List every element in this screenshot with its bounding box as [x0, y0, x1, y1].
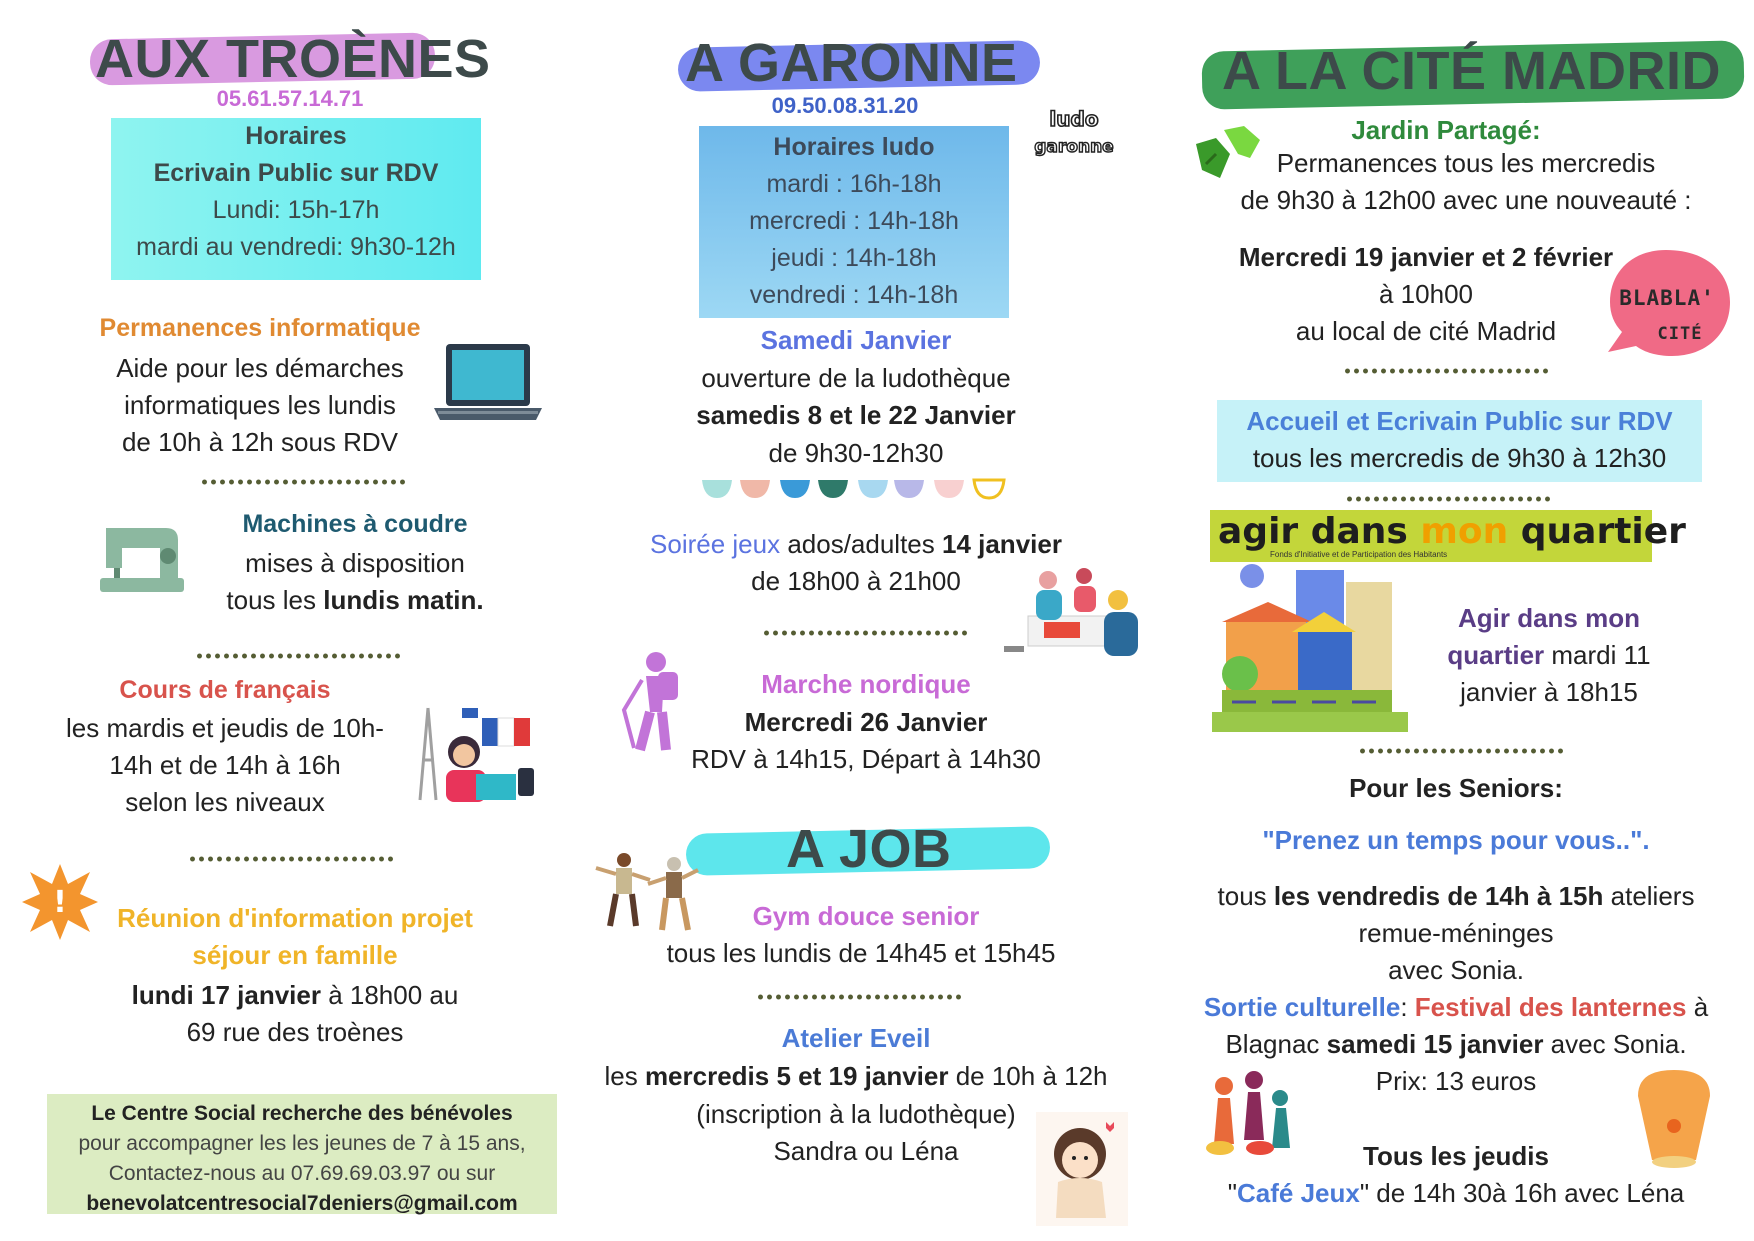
- volunteer-email[interactable]: benevolatcentresocial7deniers@gmail.com: [86, 1192, 518, 1215]
- walk-line2: RDV à 14h15, Départ à 14h30: [691, 744, 1041, 774]
- games-audience: ados/adultes: [780, 529, 942, 559]
- meeting-date: lundi 17 janvier: [131, 980, 321, 1010]
- agir-title-cont: quartier: [1447, 640, 1545, 670]
- outing-a: à: [1686, 992, 1709, 1022]
- eveil-line1: [586, 1058, 1126, 1095]
- garden-line4: à 10h00: [1379, 279, 1473, 309]
- info-line: Aide pour les démarches: [116, 353, 404, 383]
- reception-title: Accueil et Ecrivain Public sur RDV: [1246, 406, 1673, 436]
- volunteer-box: [47, 1094, 557, 1214]
- thursday-cafe-jeux: Café Jeux: [1237, 1178, 1360, 1208]
- title-troenes: AUX TROÈNES: [95, 29, 491, 89]
- gym-title: Gym douce senior: [752, 901, 980, 931]
- meeting-line1: [95, 977, 495, 1014]
- hours-line: mardi au vendredi: 9h30-12h: [136, 233, 456, 261]
- agir-banner: [1210, 510, 1686, 562]
- garden-line5: au local de cité Madrid: [1295, 316, 1557, 346]
- agir-time: janvier à 18h15: [1460, 677, 1638, 707]
- title-madrid: A LA CITÉ MADRID: [1222, 41, 1721, 101]
- dotted-divider: [756, 994, 961, 1000]
- games-date: 14 janvier: [941, 529, 1062, 559]
- hours-line: Ecrivain Public sur RDV: [153, 159, 439, 187]
- board-game-players-icon: [998, 566, 1154, 674]
- saturday-title: Samedi Janvier: [760, 325, 952, 355]
- saturday-line2: samedis 8 et le 22 Janvier: [696, 400, 1016, 430]
- games-line1: [616, 526, 1096, 563]
- seniors-suffix: ateliers: [1603, 881, 1695, 911]
- outing-line2: [1176, 1026, 1736, 1063]
- eveil-title: Atelier Eveil: [781, 1023, 931, 1053]
- sewing-line2-prefix: tous les: [226, 585, 324, 615]
- seniors-prefix: tous: [1217, 881, 1274, 911]
- outing-label: Sortie culturelle: [1203, 992, 1401, 1022]
- sewing-line1: mises à disposition: [245, 548, 465, 578]
- thursday-title: Tous les jeudis: [1363, 1141, 1549, 1171]
- seniors-title: Pour les Seniors:: [1349, 773, 1563, 803]
- agir-banner-part3: quartier: [1508, 511, 1686, 552]
- dotted-divider: [1343, 368, 1548, 374]
- reception-line1: tous les mercredis de 9h30 à 12h30: [1252, 443, 1667, 473]
- dotted-divider: [188, 856, 393, 862]
- agir-date: mardi 11: [1544, 640, 1651, 670]
- dotted-divider: [1358, 748, 1563, 754]
- seniors-line1: [1186, 878, 1726, 915]
- ludo-hours-line: mercredi : 14h-18h: [749, 207, 959, 235]
- meeting-title-line2: séjour en famille: [192, 940, 398, 970]
- french-line: 14h et de 14h à 16h: [109, 750, 341, 780]
- eveil-line3: Sandra ou Léna: [773, 1136, 959, 1166]
- logo-text-ludo: ludo: [1049, 107, 1099, 131]
- agir-title: Agir dans mon: [1457, 603, 1640, 633]
- outing-line1: [1176, 989, 1736, 1026]
- blabla-line2: CITÉ: [1657, 324, 1703, 344]
- hours-heading: Horaires: [245, 122, 347, 150]
- agir-banner-part2: mon: [1420, 511, 1509, 552]
- dotted-divider: [1345, 496, 1550, 502]
- agir-banner-subtitle: Fonds d'Initiative et de Participation des Habitants: [1270, 550, 1448, 559]
- games-line2: de 18h00 à 21h00: [751, 566, 961, 596]
- meeting-time: à 18h00 au: [320, 980, 459, 1010]
- reception-box: [1217, 400, 1702, 482]
- agir-banner-text: [1210, 510, 1686, 554]
- meeting-line2: 69 rue des troènes: [186, 1017, 404, 1047]
- laptop-icon: [432, 340, 544, 425]
- walk-title: Marche nordique: [761, 669, 971, 699]
- sewing-machine-icon: [96, 518, 188, 598]
- walk-line1: Mercredi 26 Janvier: [744, 707, 988, 737]
- seniors-line2: remue-méninges: [1358, 918, 1554, 948]
- hours-line: Lundi: 15h-17h: [212, 196, 380, 224]
- exclamation-burst-icon: [20, 862, 100, 942]
- french-text: [50, 710, 400, 821]
- volunteer-line: Contactez-nous au 07.69.69.03.97 ou sur: [108, 1162, 496, 1185]
- eveil-dates: mercredis 5 et 19 janvier: [644, 1061, 949, 1091]
- hours-box-ludo: [699, 126, 1009, 318]
- outing-colon: :: [1400, 992, 1415, 1022]
- info-line: informatiques les lundis: [124, 390, 396, 420]
- child-illustration-icon: [1036, 1112, 1128, 1226]
- volunteer-title: Le Centre Social recherche des bénévoles: [91, 1102, 513, 1125]
- hours-box-troenes: [111, 118, 481, 280]
- garden-line2: de 9h30 à 12h00 avec une nouveauté :: [1240, 185, 1692, 215]
- gym-line1: tous les lundis de 14h45 et 15h45: [666, 938, 1056, 968]
- outing-price: Prix: 13 euros: [1375, 1066, 1537, 1096]
- title-job: A JOB: [786, 819, 952, 879]
- sewing-line2: [200, 582, 510, 619]
- dotted-divider: [200, 479, 405, 485]
- eveil-line2: (inscription à la ludothèque): [696, 1099, 1016, 1129]
- meeting-title: [95, 900, 495, 974]
- ludo-hours-line: mardi : 16h-18h: [766, 170, 942, 198]
- dotted-divider: [762, 630, 967, 636]
- bowls-row-icon: [700, 476, 1010, 502]
- french-class-icon: [410, 700, 540, 812]
- garden-line1: Permanences tous les mercredis: [1276, 148, 1656, 178]
- volunteer-line: pour accompagner les les jeunes de 7 à 15 ans,: [78, 1132, 526, 1155]
- french-title: Cours de français: [119, 676, 331, 704]
- neighbourhood-buildings-icon: [1212, 562, 1408, 732]
- outing-date: samedi 15 janvier: [1326, 1029, 1544, 1059]
- phone-garonne: 09.50.08.31.20: [771, 93, 919, 118]
- ludo-hours-line: vendredi : 14h-18h: [749, 281, 959, 309]
- eveil-prefix: les: [604, 1061, 645, 1091]
- logo-text-garonne: garonne: [1034, 137, 1114, 157]
- sewing-title: Machines à coudre: [242, 510, 468, 538]
- eveil-time: de 10h à 12h: [948, 1061, 1108, 1091]
- french-line: selon les niveaux: [125, 787, 325, 817]
- seniors-quote: "Prenez un temps pour vous..".: [1262, 825, 1650, 855]
- thursday-quote-open: ": [1227, 1178, 1237, 1208]
- phone-troenes: 05.61.57.14.71: [216, 86, 364, 111]
- outing-with: avec Sonia.: [1543, 1029, 1687, 1059]
- garden-title: Jardin Partagé:: [1351, 115, 1541, 145]
- saturday-line1: ouverture de la ludothèque: [701, 363, 1011, 393]
- sewing-line2-bold: lundis matin.: [323, 585, 484, 615]
- blabla-line1: BLABLA': [1619, 286, 1715, 310]
- garden-line3: Mercredi 19 janvier et 2 février: [1238, 242, 1614, 272]
- agir-text: [1414, 600, 1684, 711]
- meeting-title-line1: Réunion d'information projet: [117, 903, 473, 933]
- info-line: de 10h à 12h sous RDV: [121, 427, 399, 457]
- ludo-hours-heading: Horaires ludo: [773, 133, 935, 161]
- thursday-details: " de 14h 30à 16h avec Léna: [1359, 1178, 1685, 1208]
- seniors-line3: avec Sonia.: [1388, 955, 1524, 985]
- title-garonne: A GARONNE: [685, 33, 1018, 93]
- thursday-line: [1176, 1175, 1736, 1212]
- agir-banner-part1: agir dans: [1218, 511, 1421, 552]
- french-line: les mardis et jeudis de 10h-: [66, 713, 384, 743]
- seniors-day: les vendredis de 14h à 15h: [1273, 881, 1604, 911]
- info-text: [80, 350, 440, 461]
- games-title: Soirée jeux: [650, 529, 781, 559]
- saturday-line3: de 9h30-12h30: [768, 438, 944, 468]
- outing-place: Blagnac: [1225, 1029, 1327, 1059]
- info-title: Permanences informatique: [99, 314, 421, 342]
- outing-event: Festival des lanternes: [1414, 992, 1687, 1022]
- dotted-divider: [195, 653, 400, 659]
- ludo-garonne-logo: [1028, 100, 1120, 162]
- svg-text:!: !: [53, 885, 67, 920]
- agir-line2: [1414, 637, 1684, 674]
- ludo-hours-line: jeudi : 14h-18h: [771, 244, 937, 272]
